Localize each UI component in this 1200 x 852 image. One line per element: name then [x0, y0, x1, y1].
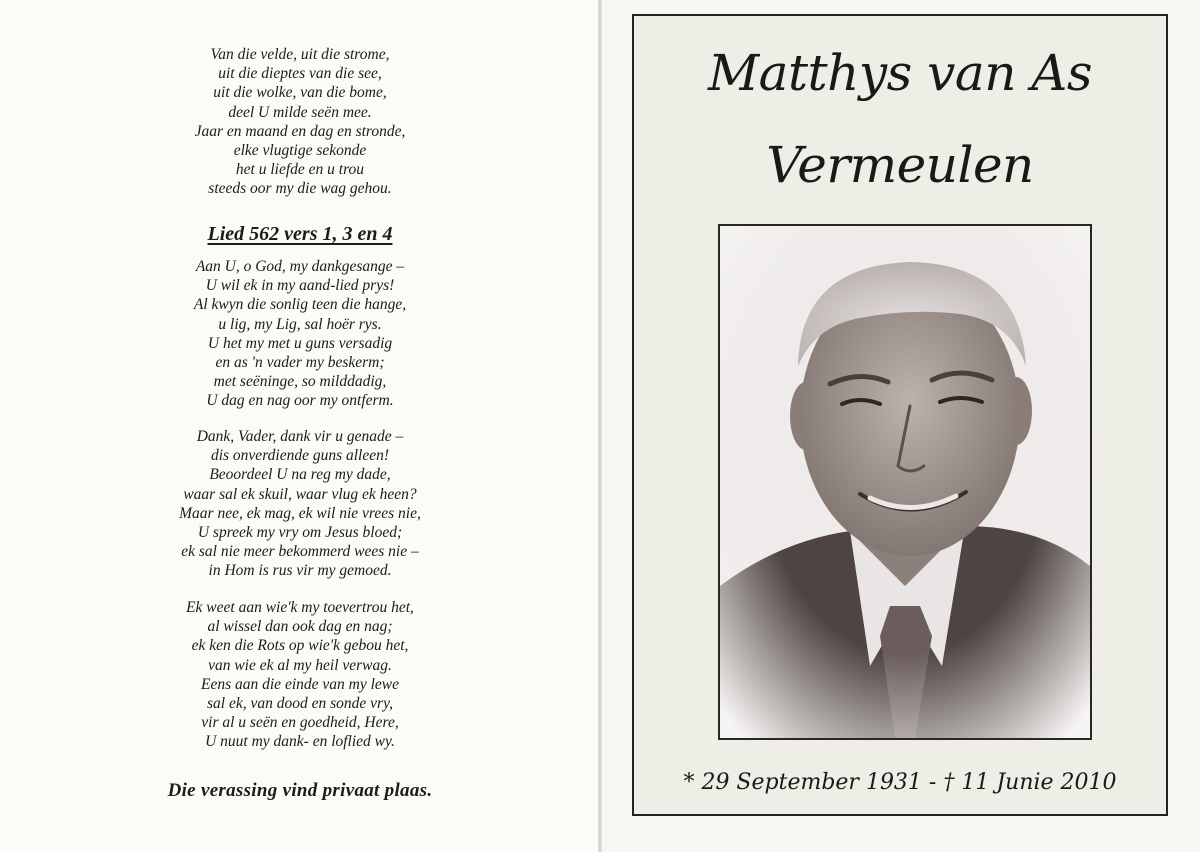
hymn-stanza-4	[90, 598, 510, 752]
life-dates: * 29 September 1931 - † 11 Junie 2010	[683, 770, 1117, 795]
verse-line: elke vlugtige sekonde	[233, 142, 367, 160]
verse-line: en as 'n vader my beskerm;	[215, 354, 385, 372]
hymn-stanza-1	[90, 257, 510, 411]
verse-line: steeds oor my die wag gehou.	[208, 180, 392, 198]
verse-line: vir al u seën en goedheid, Here,	[201, 714, 399, 732]
verse-line: van wie ek al my heil verwag.	[208, 656, 392, 674]
verse-line: Eens aan die einde van my lewe	[201, 675, 399, 693]
verse-line: u lig, my Lig, sal hoër rys.	[218, 315, 382, 333]
verse-line: Dank, Vader, dank vir u genade –	[196, 428, 404, 445]
verse-line: Jaar en maand en dag en stronde,	[194, 122, 406, 140]
verse-line: waar sal ek skuil, waar vlug ek heen?	[183, 485, 417, 503]
hymn-title: Lied 562 vers 1, 3 en 4	[207, 223, 393, 245]
verse-line: U het my met u guns versadig	[207, 334, 393, 352]
verse-line: ek ken die Rots op wie'k gebou het,	[191, 637, 409, 655]
hymn-stanza-3	[90, 427, 510, 581]
verse-line: met seëninge, so milddadig,	[213, 373, 387, 391]
opening-verse	[90, 45, 510, 199]
cover-frame	[632, 14, 1168, 816]
verse-line: het u liefde en u trou	[235, 161, 365, 179]
verse-line: U dag en nag oor my ontferm.	[206, 392, 394, 410]
verse-line: Ek weet aan wie'k my toevertrou het,	[186, 599, 414, 616]
verse-line: Maar nee, ek mag, ek wil nie vrees nie,	[179, 504, 421, 522]
name-line-2: Vermeulen	[766, 136, 1034, 194]
verse-line: ek sal nie meer bekommerd wees nie –	[181, 543, 419, 561]
verse-line: uit die wolke, van die bome,	[213, 84, 387, 102]
verse-line: dis onverdiende guns alleen!	[210, 447, 390, 465]
cremation-note: Die verassing vind privaat plaas.	[167, 780, 433, 801]
verse-line: Beoordeel U na reg my dade,	[209, 466, 391, 484]
verse-line: sal ek, van dood en sonde vry,	[207, 695, 393, 713]
verse-line: uit die dieptes van die see,	[218, 65, 382, 83]
portrait-photo	[718, 224, 1092, 740]
left-page	[0, 0, 598, 852]
verse-line: al wissel dan ook dag en nag;	[207, 618, 393, 636]
verse-line: Van die velde, uit die strome,	[210, 46, 390, 63]
verse-line: Al kwyn die sonlig teen die hange,	[193, 296, 407, 314]
verse-line: Aan U, o God, my dankgesange –	[195, 258, 405, 275]
verse-line: U spreek my vry om Jesus bloed;	[197, 524, 403, 542]
verse-line: deel U milde seën mee.	[228, 103, 372, 121]
portrait-illustration	[720, 226, 1090, 738]
verse-line: in Hom is rus vir my gemoed.	[208, 562, 392, 580]
verse-line: U nuut my dank- en loflied wy.	[205, 733, 395, 751]
verse-line: U wil ek in my aand-lied prys!	[205, 277, 395, 295]
name-line-1: Matthys van As	[707, 44, 1093, 102]
